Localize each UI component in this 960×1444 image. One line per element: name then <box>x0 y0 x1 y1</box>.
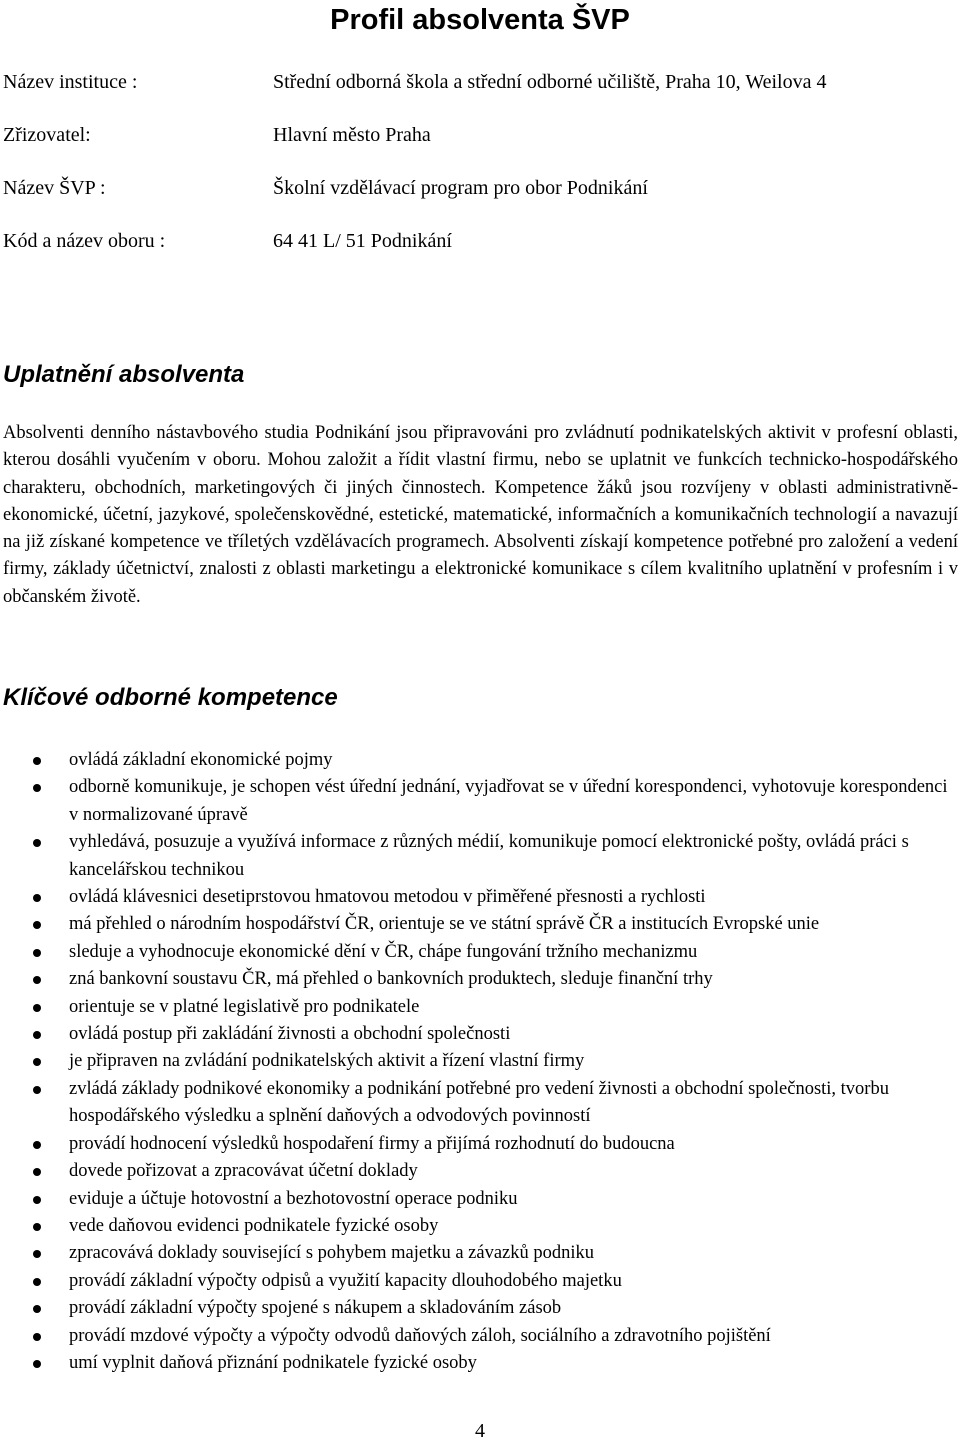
list-item <box>0 1323 960 1350</box>
competence-list <box>0 747 960 1377</box>
bullet-icon <box>33 1168 41 1176</box>
list-item <box>0 1213 960 1240</box>
list-item-text: umí vyplnit daňová přiznání podnikatele fyzické osoby <box>69 1352 477 1373</box>
list-item-text: zvládá základy podnikové ekonomiky a podnikání potřebné pro vedení živnosti a obchodní společnosti, tvorbu hospodářského výsledku a splnění daňových a odvodových povinností <box>69 1078 889 1127</box>
list-item <box>0 1021 960 1048</box>
list-item-text: orientuje se v platné legislativě pro podnikatele <box>69 996 420 1017</box>
list-item-text: zpracovává doklady související s pohybem majetku a závazků podniku <box>69 1243 595 1264</box>
bullet-icon <box>33 1141 41 1149</box>
section-heading-klicove: Klíčové odborné kompetence <box>3 684 338 711</box>
list-item <box>0 1295 960 1322</box>
bullet-icon <box>33 1250 41 1258</box>
info-row <box>3 172 953 225</box>
info-label: Název ŠVP : <box>3 177 106 199</box>
bullet-icon <box>33 1360 41 1368</box>
bullet-icon <box>33 921 41 929</box>
info-row <box>3 225 953 278</box>
info-value: Hlavní město Praha <box>273 124 431 146</box>
page-title: Profil absolventa ŠVP <box>330 4 630 36</box>
bullet-icon <box>33 784 41 792</box>
bullet-icon <box>33 1278 41 1286</box>
list-item-text: odborně komunikuje, je schopen vést úřední jednání, vyjadřovat se v úřední korespondenci, vyhotovuje korespondenci v normalizované úpravě <box>69 777 948 825</box>
list-item-text: je připraven na zvládání podnikatelských aktivit a řízení vlastní firmy <box>69 1051 585 1072</box>
bullet-icon <box>33 1004 41 1012</box>
list-item <box>0 747 960 774</box>
list-item-text: provádí základní výpočty odpisů a využití kapacity dlouhodobého majetku <box>69 1270 622 1291</box>
bullet-icon <box>33 1086 41 1094</box>
info-value: 64 41 L/ 51 Podnikání <box>273 230 452 252</box>
bullet-icon <box>33 949 41 957</box>
info-value: Školní vzdělávací program pro obor Podnikání <box>273 177 648 199</box>
list-item <box>0 1268 960 1295</box>
bullet-icon <box>33 1196 41 1204</box>
bullet-icon <box>33 1223 41 1231</box>
list-item <box>0 1158 960 1185</box>
bullet-icon <box>33 839 41 847</box>
list-item <box>0 1048 960 1075</box>
list-item <box>0 1076 960 1131</box>
list-item-text: má přehled o národním hospodářství ČR, orientuje se ve státní správě ČR a institucích Evropské unie <box>69 914 820 935</box>
list-item <box>0 884 960 911</box>
list-item-text: eviduje a účtuje hotovostní a bezhotovostní operace podniku <box>69 1188 518 1209</box>
list-item-text: provádí základní výpočty spojené s nákupem a skladováním zásob <box>69 1298 562 1319</box>
bullet-icon <box>33 894 41 902</box>
list-item-text: ovládá základní ekonomické pojmy <box>69 750 333 770</box>
list-item-text: dovede pořizovat a zpracovávat účetní doklady <box>69 1161 418 1182</box>
list-item <box>0 911 960 938</box>
bullet-icon <box>33 976 41 984</box>
list-item-text: sleduje a vyhodnocuje ekonomické dění v ČR, chápe fungování tržního mechanizmu <box>69 941 698 962</box>
info-value: Střední odborná škola a střední odborné učiliště, Praha 10, Weilova 4 <box>273 71 827 93</box>
page-number: 4 <box>475 1420 485 1442</box>
list-item <box>0 966 960 993</box>
bullet-icon <box>33 757 41 765</box>
info-label: Zřizovatel: <box>3 124 91 146</box>
info-label: Kód a název oboru : <box>3 230 166 252</box>
bullet-icon <box>33 1305 41 1313</box>
list-item-text: ovládá postup při zakládání živnosti a obchodní společnosti <box>69 1024 511 1045</box>
bullet-icon <box>33 1333 41 1341</box>
list-item <box>0 829 960 884</box>
list-item-text: vede daňovou evidenci podnikatele fyzické osoby <box>69 1215 439 1236</box>
list-item <box>0 1350 960 1377</box>
list-item-text: vyhledává, posuzuje a využívá informace z různých médií, komunikuje pomocí elektronické pošty, ovládá práci s kancelářskou technikou <box>69 832 909 880</box>
bullet-icon <box>33 1058 41 1066</box>
list-item-text: provádí hodnocení výsledků hospodaření firmy a přijímá rozhodnutí do budoucna <box>69 1133 675 1154</box>
info-row <box>3 119 953 172</box>
info-label: Název instituce : <box>3 71 138 93</box>
list-item <box>0 1131 960 1158</box>
list-item-text: ovládá klávesnici desetiprstovou hmatovou metodou v přiměřené přesnosti a rychlosti <box>69 887 706 908</box>
list-item <box>0 1240 960 1267</box>
list-item <box>0 1186 960 1213</box>
list-item <box>0 774 960 829</box>
uplatneni-paragraph: Absolventi denního nástavbového studia Podnikání jsou připravováni pro zvládnutí podnikatelských aktivit v profesní oblasti, kterou dosáhli vyučením v oboru. Mohou založit a řídit vlastní firmu, nebo se uplatnit ve funkcích technicko-hospodářského charakteru, obchodních, marketingových či jiných činnostech. Kompetence žáků jsou rozvíjeny v oblasti administrativně-ekonomické, účetní, jazykové, společenskovědné, estetické, matematické, informačních a komunikačních technologií a navazují na již získané kompetence ve tříletých vzdělávacích programech. Absolventi získají kompetence potřebné pro založení a vedení firmy, základy účetnictví, znalosti z oblasti marketingu a elektronické komunikace s cílem kvalitního uplatnění v profesním i v občanském životě. <box>3 423 958 607</box>
list-item-text: provádí mzdové výpočty a výpočty odvodů daňových záloh, sociálního a zdravotního pojištění <box>69 1325 771 1346</box>
bullet-icon <box>33 1031 41 1039</box>
info-row <box>3 66 953 119</box>
list-item <box>0 994 960 1021</box>
info-table <box>3 66 953 278</box>
list-item <box>0 939 960 966</box>
list-item-text: zná bankovní soustavu ČR, má přehled o bankovních produktech, sleduje finanční trhy <box>69 969 713 990</box>
section-heading-uplatneni: Uplatnění absolventa <box>3 361 245 388</box>
